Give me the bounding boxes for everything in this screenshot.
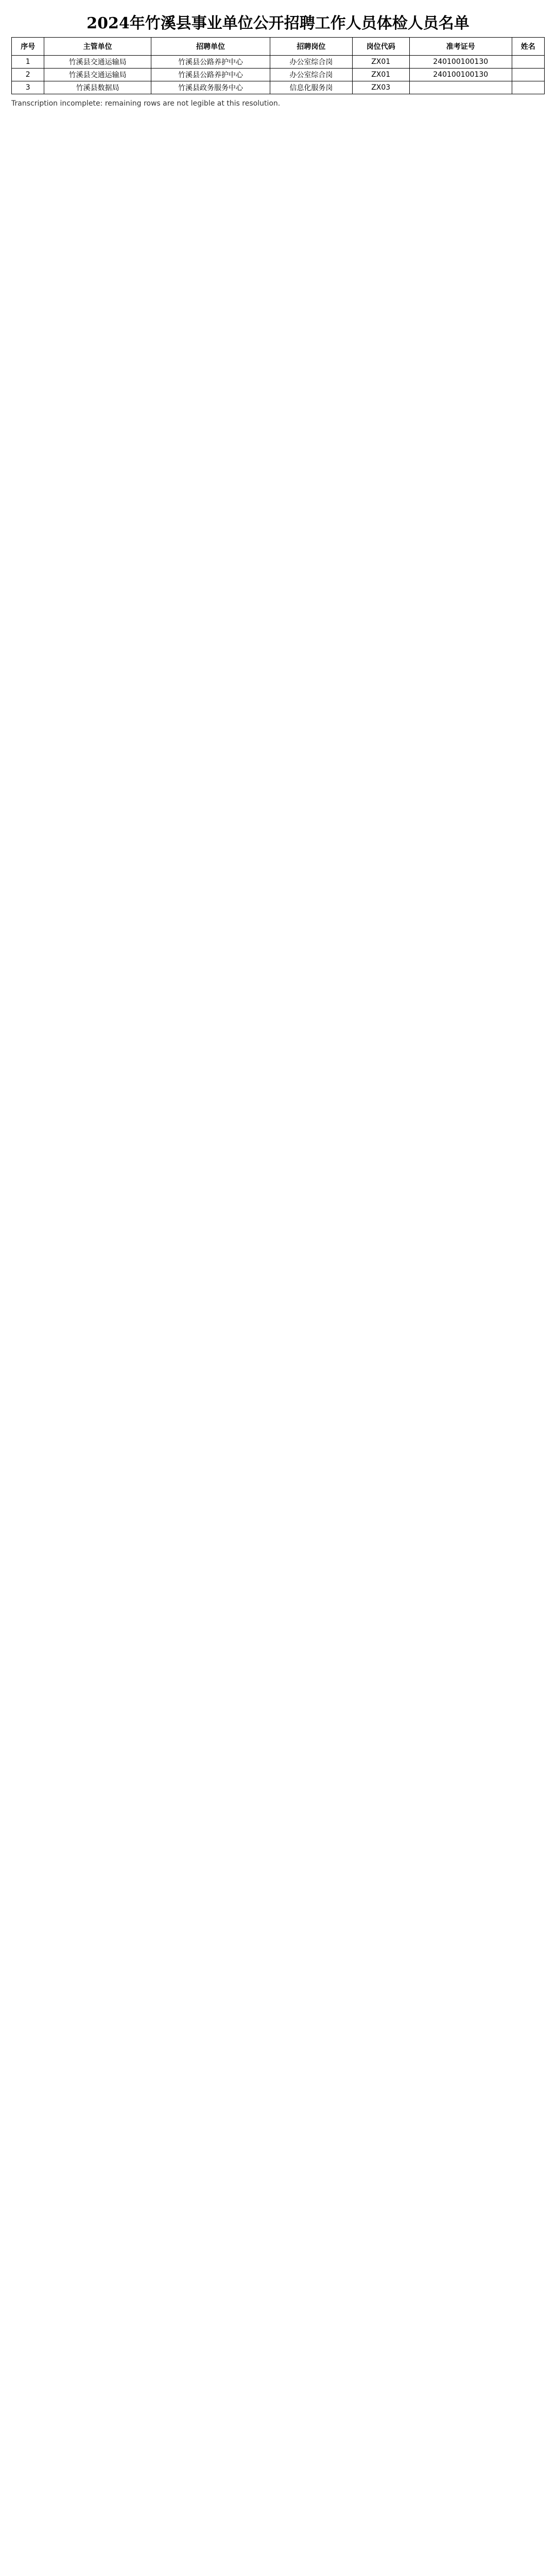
table-row bbox=[12, 69, 545, 81]
header-post: 招聘岗位 bbox=[270, 38, 352, 56]
header-code: 岗位代码 bbox=[352, 38, 409, 56]
page-title: 2024年竹溪县事业单位公开招聘工作人员体检人员名单 bbox=[86, 14, 470, 32]
cell-unit: 竹溪县政务服务中心 bbox=[151, 81, 270, 94]
candidate-table bbox=[11, 37, 545, 94]
cell-post: 办公室综合岗 bbox=[270, 56, 352, 69]
header-no: 序号 bbox=[12, 38, 44, 56]
header-unit: 招聘单位 bbox=[151, 38, 270, 56]
table-header-row bbox=[12, 38, 545, 56]
cell-ticket: 240100100130 bbox=[409, 56, 512, 69]
cell-ticket: 240100100130 bbox=[409, 69, 512, 81]
cell-unit: 竹溪县公路养护中心 bbox=[151, 56, 270, 69]
table-row bbox=[12, 56, 545, 69]
cell-no: 2 bbox=[12, 69, 44, 81]
cell-dept: 竹溪县交通运输局 bbox=[44, 56, 151, 69]
cell-no: 1 bbox=[12, 56, 44, 69]
cell-code: ZX01 bbox=[352, 69, 409, 81]
cell-post: 信息化服务岗 bbox=[270, 81, 352, 94]
cell-unit: 竹溪县公路养护中心 bbox=[151, 69, 270, 81]
cell-name bbox=[512, 81, 544, 94]
cell-dept: 竹溪县交通运输局 bbox=[44, 69, 151, 81]
cell-no: 3 bbox=[12, 81, 44, 94]
cell-dept: 竹溪县数据局 bbox=[44, 81, 151, 94]
transcription-note: Transcription incomplete: remaining rows are not legible at this resolution. bbox=[11, 99, 281, 108]
header-name: 姓名 bbox=[512, 38, 544, 56]
header-ticket: 准考证号 bbox=[409, 38, 512, 56]
cell-ticket bbox=[409, 81, 512, 94]
cell-code: ZX03 bbox=[352, 81, 409, 94]
cell-name bbox=[512, 69, 544, 81]
header-dept: 主管单位 bbox=[44, 38, 151, 56]
table-body bbox=[12, 56, 545, 94]
cell-post: 办公室综合岗 bbox=[270, 69, 352, 81]
table-row bbox=[12, 81, 545, 94]
cell-code: ZX01 bbox=[352, 56, 409, 69]
cell-name bbox=[512, 56, 544, 69]
